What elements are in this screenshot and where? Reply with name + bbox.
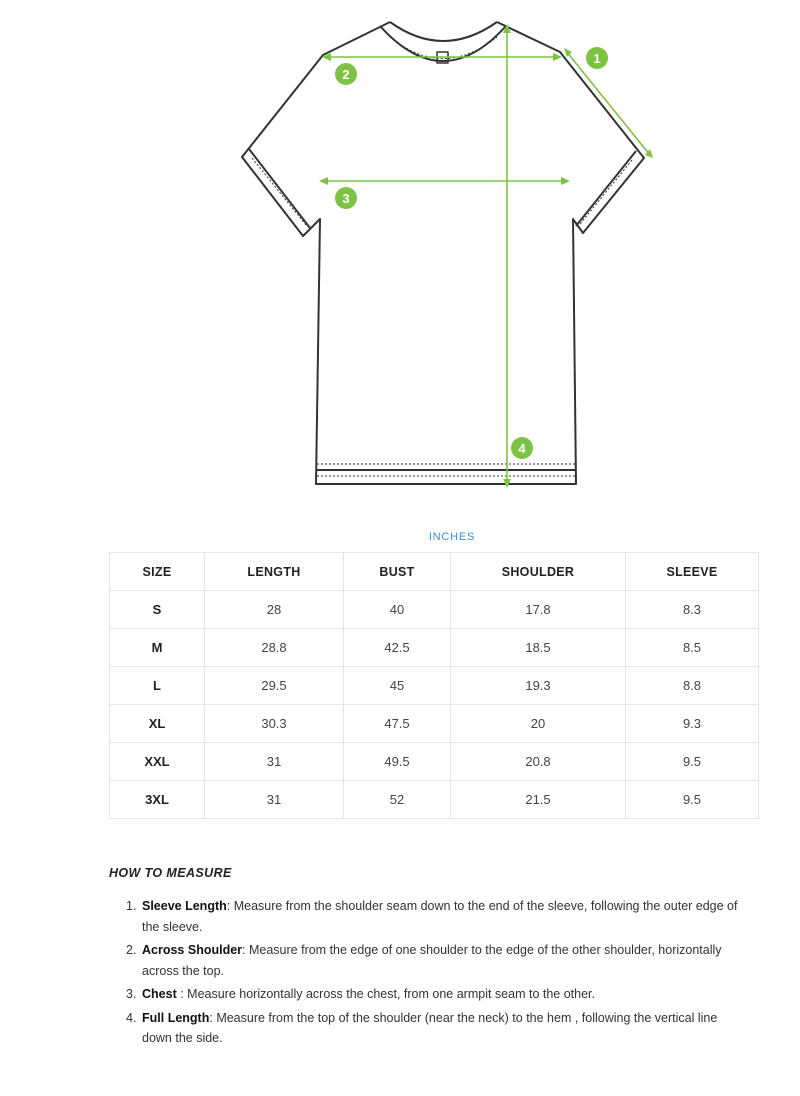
cell-length: 28.8 — [205, 629, 344, 667]
list-item — [126, 1008, 742, 1049]
svg-text:3: 3 — [342, 191, 350, 206]
cell-sleeve: 8.8 — [626, 667, 759, 705]
item-term: Across Shoulder — [142, 943, 243, 957]
item-number: 3. — [126, 987, 137, 1001]
cell-bust: 52 — [344, 781, 451, 819]
item-text: Measure from the shoulder seam down to the end of the sleeve, following the outer edge of the sleeve. — [142, 899, 738, 934]
marker-3 — [335, 187, 357, 209]
item-separator: : — [176, 987, 188, 1001]
cell-size: S — [110, 591, 205, 629]
header-size: SIZE — [110, 553, 205, 591]
item-text: Measure horizontally across the chest, from one armpit seam to the other. — [187, 987, 595, 1001]
svg-text:4: 4 — [518, 441, 526, 456]
table-row — [110, 705, 759, 743]
cell-length: 30.3 — [205, 705, 344, 743]
header-shoulder: SHOULDER — [451, 553, 626, 591]
item-separator: : — [242, 943, 249, 957]
table-row — [110, 743, 759, 781]
table-row — [110, 591, 759, 629]
item-text: Measure from the edge of one shoulder to the edge of the other shoulder, horizontally across the top. — [142, 943, 722, 978]
cell-shoulder: 20.8 — [451, 743, 626, 781]
how-to-measure-list — [126, 896, 742, 1052]
cell-length: 31 — [205, 743, 344, 781]
cell-length: 31 — [205, 781, 344, 819]
header-bust: BUST — [344, 553, 451, 591]
how-to-measure-title: HOW TO MEASURE — [109, 866, 232, 880]
cell-sleeve: 9.5 — [626, 781, 759, 819]
cell-size: L — [110, 667, 205, 705]
cell-size: XL — [110, 705, 205, 743]
cell-length: 29.5 — [205, 667, 344, 705]
cell-bust: 40 — [344, 591, 451, 629]
cell-size: XXL — [110, 743, 205, 781]
cell-sleeve: 9.5 — [626, 743, 759, 781]
marker-4 — [511, 437, 533, 459]
arrow-heads — [319, 24, 653, 488]
cell-sleeve: 8.3 — [626, 591, 759, 629]
item-separator: : — [226, 899, 234, 913]
item-number: 4. — [126, 1010, 137, 1025]
cell-shoulder: 18.5 — [451, 629, 626, 667]
header-length: LENGTH — [205, 553, 344, 591]
units-label: INCHES — [428, 531, 476, 543]
list-item — [126, 940, 742, 981]
cell-bust: 47.5 — [344, 705, 451, 743]
cell-shoulder: 20 — [451, 705, 626, 743]
cell-sleeve: 8.5 — [626, 629, 759, 667]
list-item — [126, 896, 742, 937]
tshirt-outline — [242, 22, 644, 484]
cell-size: 3XL — [110, 781, 205, 819]
cell-bust: 45 — [344, 667, 451, 705]
table-row — [110, 667, 759, 705]
cell-shoulder: 19.3 — [451, 667, 626, 705]
sleeve-length-arrow — [566, 51, 650, 155]
cell-bust: 42.5 — [344, 629, 451, 667]
svg-text:2: 2 — [342, 67, 350, 82]
header-sleeve: SLEEVE — [626, 553, 759, 591]
cell-shoulder: 17.8 — [451, 591, 626, 629]
item-term: Chest — [142, 987, 177, 1001]
table-row — [110, 629, 759, 667]
list-item — [126, 984, 742, 1005]
item-text: Measure from the top of the shoulder (near the neck) to the hem , following the vertical line down the side. — [142, 1010, 718, 1045]
table-row — [110, 781, 759, 819]
item-term: Full Length — [142, 1010, 210, 1025]
item-separator: : — [209, 1010, 217, 1025]
cell-size: M — [110, 629, 205, 667]
tshirt-diagram — [0, 0, 800, 500]
cell-sleeve: 9.3 — [626, 705, 759, 743]
item-number: 1. — [126, 899, 137, 913]
cell-bust: 49.5 — [344, 743, 451, 781]
measurement-arrows — [323, 28, 650, 484]
table-header-row — [110, 553, 759, 591]
svg-text:1: 1 — [593, 51, 601, 66]
size-chart-table — [109, 552, 759, 819]
marker-1 — [586, 47, 608, 69]
cell-length: 28 — [205, 591, 344, 629]
item-term: Sleeve Length — [142, 899, 227, 913]
cell-shoulder: 21.5 — [451, 781, 626, 819]
item-number: 2. — [126, 943, 137, 957]
marker-2 — [335, 63, 357, 85]
